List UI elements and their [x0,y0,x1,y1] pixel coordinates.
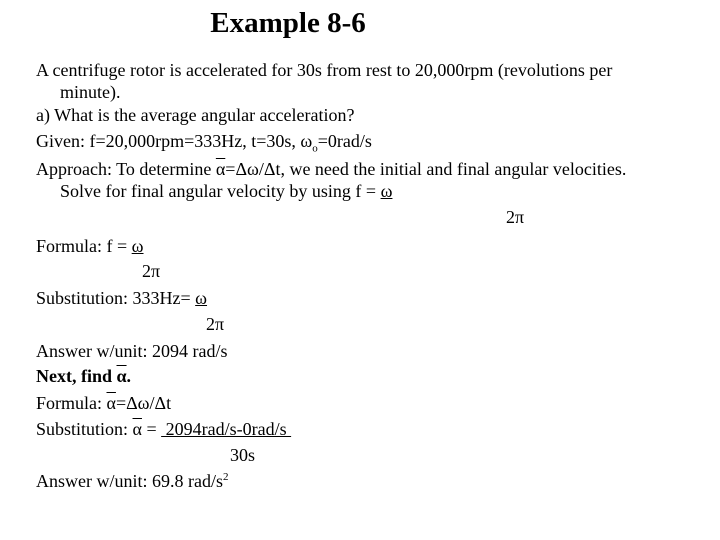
omega-numerator: ω [380,181,393,201]
formula1-line [36,235,144,257]
next-step-suffix: . [126,366,132,386]
substitution2-numerator: 2094rad/s-0rad/s [161,419,292,439]
slide-title: Example 8-6 [210,7,366,39]
given-text: Given: f=20,000rpm=333Hz, t=30s, ω [36,131,313,151]
substitution1-numerator: ω [195,288,208,308]
substitution2-line [36,418,291,440]
problem-statement-line2: minute). [60,82,121,102]
substitution1-line [36,287,207,309]
formula2-line [36,392,171,414]
approach-prefix: Approach: To determine [36,159,216,179]
answer2-line [36,470,228,492]
answer1: Answer w/unit: 2094 rad/s [36,341,228,361]
given-line [36,130,372,155]
problem-statement-line1: A centrifuge rotor is accelerated for 30s from rest to 20,000rpm (revolutions per [36,60,613,80]
question-a: a) What is the average angular acceleration? [36,105,355,125]
alpha-bar-symbol: $\overline{\alpha}$ [132,419,142,439]
alpha-bar-symbol: $\overline{\alpha}$ [116,366,127,386]
substitution2-eq: = [141,419,162,439]
formula1-numerator: ω [131,236,144,256]
formula2-rest: =Δω/Δt [115,393,172,413]
next-step-prefix: Next, find [36,366,117,386]
answer2-text: Answer w/unit: 69.8 rad/s [36,471,223,491]
substitution2-denominator: 30s [230,445,256,465]
given-suffix: =0rad/s [317,131,372,151]
formula1-label: Formula: f = [36,236,132,256]
approach-line [36,158,626,180]
formula2-label: Formula: [36,393,107,413]
omega-subscript: o [312,142,318,155]
approach-denominator: 2π [506,207,525,227]
approach-rest: =Δω/Δt, we need the initial and final angular velocities. [225,159,627,179]
substitution2-label: Substitution: [36,419,133,439]
formula1-denominator: 2π [142,261,161,281]
substitution1-label: Substitution: 333Hz= [36,288,196,308]
alpha-bar-symbol: $\overline{\alpha}$ [215,159,226,179]
approach-line2 [60,180,392,202]
squared-superscript: 2 [222,471,229,483]
substitution1-denominator: 2π [206,314,225,334]
next-step-line [36,365,131,387]
approach-line2-text: Solve for final angular velocity by using f = [60,181,381,201]
alpha-bar-symbol: $\overline{\alpha}$ [106,393,116,413]
